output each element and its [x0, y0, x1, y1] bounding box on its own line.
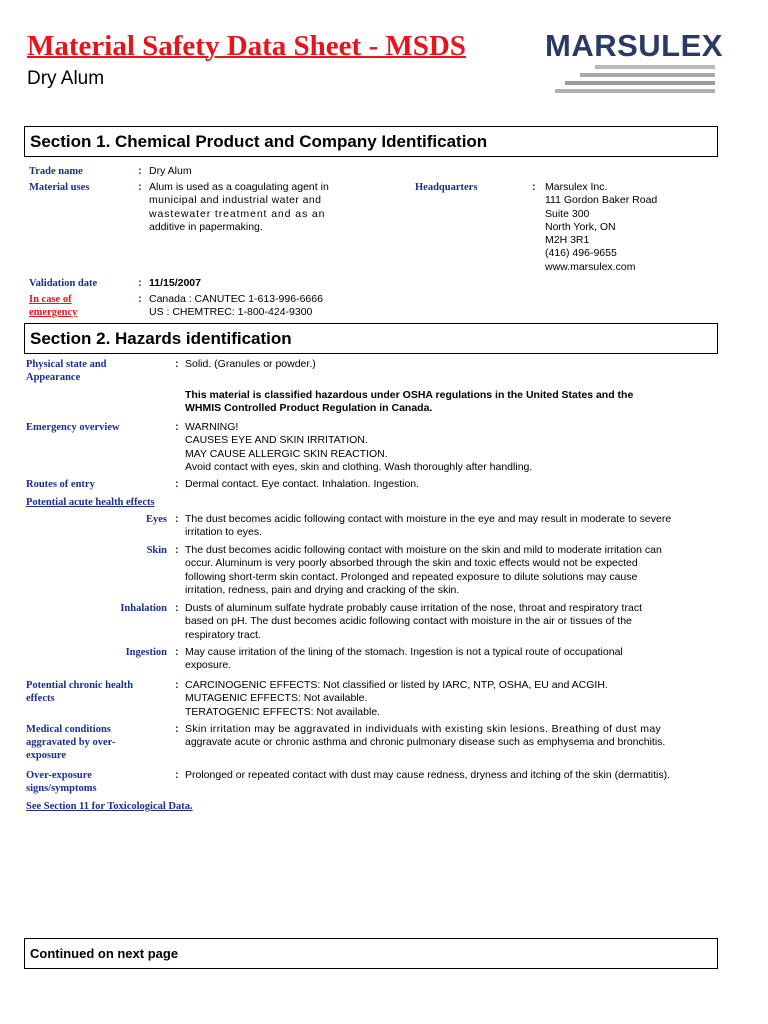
colon: :	[138, 165, 142, 177]
eyes-value: The dust becomes acidic following contact with moisture in the eye and may result in moderate to severe irritation to eyes.	[185, 513, 672, 539]
colon: :	[175, 646, 179, 658]
chronic-effects-value: CARCINOGENIC EFFECTS: Not classified or listed by IARC, NTP, OSHA, EU and ACGIH. MUTAGENIC EFFECTS: Not available. TERATOGENIC EFFECTS: Not available.	[185, 679, 608, 718]
trade-name-label: Trade name	[29, 166, 83, 177]
physical-state-value: Solid. (Granules or powder.)	[185, 358, 316, 370]
chronic-effects-label: Potential chronic health effects	[26, 680, 134, 704]
skin-label: Skin	[146, 545, 167, 556]
medical-conditions-value: Skin irritation may be aggravated in individuals with existing skin lesions. Breathing of dust may aggravate acute or chronic asthma and chronic pulmonary disease such as emphysema and bronchitis.	[185, 723, 666, 749]
emergency-contact-value: Canada : CANUTEC 1-613-996-6666 US : CHEMTREC: 1-800-424-9300	[149, 293, 323, 319]
medical-conditions-label: Medical conditions aggravated by over- exposure	[26, 724, 116, 761]
emergency-overview-value: WARNING! CAUSES EYE AND SKIN IRRITATION. MAY CAUSE ALLERGIC SKIN REACTION. Avoid contact with eyes, skin and clothing. Wash thoroughly after handling.	[185, 421, 533, 473]
colon: :	[138, 277, 142, 289]
trade-name-value: Dry Alum	[149, 165, 192, 177]
material-uses-label: Material uses	[29, 182, 90, 193]
material-uses-value: Alum is used as a coagulating agent in municipal and industrial water and wastewater treatment and as an additive in papermaking.	[149, 181, 329, 233]
product-name: Dry Alum	[27, 68, 105, 89]
physical-state-label: Physical state and Appearance	[26, 359, 107, 383]
routes-of-entry-label: Routes of entry	[26, 479, 95, 490]
eyes-label: Eyes	[146, 514, 167, 525]
company-logo	[540, 28, 723, 104]
ingestion-label: Ingestion	[125, 647, 167, 658]
colon: :	[175, 544, 179, 556]
overexposure-label: Over-exposure signs/symptoms	[26, 770, 97, 794]
classification-statement: This material is classified hazardous under OSHA regulations in the United States and the WHMIS Controlled Product Regulation in Canada.	[185, 389, 634, 415]
section-2-heading: Section 2. Hazards identification	[24, 323, 718, 354]
routes-of-entry-value: Dermal contact. Eye contact. Inhalation. Ingestion.	[185, 478, 420, 490]
headquarters-address: Marsulex Inc. 111 Gordon Baker Road Suite 300 North York, ON M2H 3R1 (416) 496-9655 www.marsulex.com	[545, 181, 658, 273]
colon: :	[175, 513, 179, 525]
inhalation-label: Inhalation	[120, 603, 167, 614]
continued-footer: Continued on next page	[24, 938, 718, 969]
emergency-overview-label: Emergency overview	[26, 422, 120, 433]
ingestion-value: May cause irritation of the lining of the stomach. Ingestion is not a typical route of occupational exposure.	[185, 646, 623, 672]
section-1-heading: Section 1. Chemical Product and Company Identification	[24, 126, 718, 157]
colon: :	[532, 181, 536, 193]
colon: :	[138, 293, 142, 305]
headquarters-label: Headquarters	[415, 182, 478, 193]
acute-effects-heading: Potential acute health effects	[26, 497, 155, 508]
colon: :	[175, 602, 179, 614]
colon: :	[175, 769, 179, 781]
logo-swoosh-icon	[540, 65, 720, 103]
validation-date-label: Validation date	[29, 278, 98, 289]
colon: :	[175, 679, 179, 691]
colon: :	[175, 421, 179, 433]
emergency-contact-label: In case of emergency	[29, 294, 78, 318]
skin-value: The dust becomes acidic following contact with moisture on the skin and mild to moderate irritation can occur. Aluminum is very poorly absorbed through the skin and toxic effects would not be expected following short-term skin contact. Prolonged and repeated exposure to dilute solutions may cause irritation, redness, pain and drying and cracking of the skin.	[185, 544, 662, 596]
inhalation-value: Dusts of aluminum sulfate hydrate probably cause irritation of the nose, throat and respiratory tract based on pH. The dust becomes acidic following contact with moisture in the air or tissues of the respiratory tract.	[185, 602, 642, 641]
validation-date-value: 11/15/2007	[149, 277, 201, 289]
document-title: Material Safety Data Sheet - MSDS	[27, 30, 466, 62]
logo-text: MARSULEX	[545, 28, 723, 63]
colon: :	[175, 478, 179, 490]
colon: :	[138, 181, 142, 193]
colon: :	[175, 723, 179, 735]
colon: :	[175, 358, 179, 370]
toxicological-data-link[interactable]: See Section 11 for Toxicological Data.	[26, 801, 193, 812]
overexposure-value: Prolonged or repeated contact with dust may cause redness, dryness and itching of the skin (dermatitis).	[185, 769, 670, 781]
